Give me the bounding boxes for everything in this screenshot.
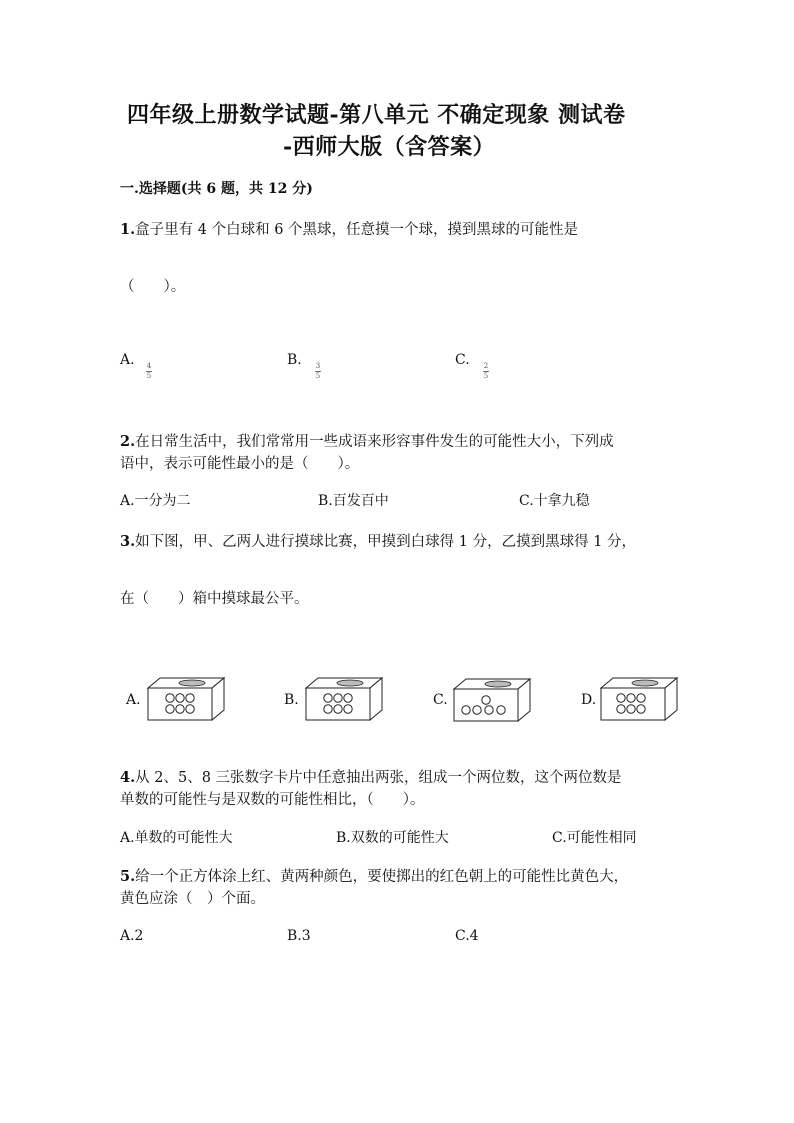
option-label: B. — [287, 352, 302, 368]
question-number: 4. — [120, 769, 136, 786]
option-label: B. — [284, 692, 299, 708]
box-opening — [485, 681, 511, 687]
fraction-numerator: 2 — [483, 362, 489, 370]
white-ball — [186, 705, 194, 713]
white-ball — [482, 696, 490, 704]
white-ball — [176, 694, 184, 702]
option-c[interactable]: C.4 — [455, 928, 479, 944]
option-label: C. — [433, 692, 448, 708]
box-front-face — [454, 689, 518, 721]
white-ball — [617, 705, 625, 713]
question-text — [120, 530, 636, 551]
option-c[interactable]: C.十拿九稳 — [519, 493, 590, 509]
question-line-1: 从 2、5、8 三张数字卡片中任意抽出两张，组成一个两位数，这个两位数是 — [135, 770, 622, 786]
question-number: 1. — [120, 221, 136, 238]
white-ball — [462, 706, 470, 714]
question-line-2: 在（ ）箱中摸球最公平。 — [120, 591, 309, 607]
box-front-face — [148, 688, 212, 720]
fraction — [315, 362, 321, 380]
white-ball — [617, 694, 625, 702]
fraction-denominator: 5 — [146, 372, 152, 380]
question-text — [120, 865, 628, 886]
section-heading: 一.选择题(共 6 题，共 12 分) — [120, 181, 313, 197]
question-line-2: （ ）。 — [120, 279, 186, 295]
box-opening — [179, 680, 205, 686]
question-line-1: 给一个正方体涂上红、黄两种颜色，要使掷出的红色朝上的可能性比黄色大， — [135, 869, 629, 885]
option-b[interactable]: B.3 — [287, 928, 311, 944]
question-line-2: 语中，表示可能性最小的是（ ）。 — [120, 456, 360, 472]
white-ball — [637, 694, 645, 702]
option-label: C. — [455, 352, 470, 368]
question-text — [120, 218, 578, 239]
white-ball — [334, 705, 342, 713]
ball-box-figure — [599, 676, 679, 722]
box-opening — [632, 680, 658, 686]
option-a[interactable]: A.一分为二 — [120, 493, 191, 509]
white-ball — [324, 694, 332, 702]
question-line-1: 在日常生活中，我们常常用一些成语来形容事件发生的可能性大小，下列成 — [135, 434, 614, 450]
white-ball — [166, 705, 174, 713]
white-ball — [627, 694, 635, 702]
white-ball — [324, 705, 332, 713]
option-a[interactable]: A.单数的可能性大 — [120, 830, 233, 846]
white-ball — [166, 694, 174, 702]
fraction-numerator: 3 — [315, 362, 321, 370]
white-ball — [497, 706, 505, 714]
ball-box-figure — [304, 676, 384, 722]
fraction-denominator: 5 — [315, 372, 321, 380]
white-ball — [344, 694, 352, 702]
box-front-face — [306, 688, 370, 720]
white-ball — [334, 694, 342, 702]
question-number: 5. — [120, 868, 136, 885]
ball-box-figure — [146, 676, 226, 722]
question-line-1: 如下图，甲、乙两人进行摸球比赛，甲摸到白球得 1 分，乙摸到黑球得 1 分， — [135, 534, 637, 550]
question-line-2: 单数的可能性与是双数的可能性相比，（ ）。 — [120, 792, 425, 808]
ball-box-figure — [452, 677, 532, 723]
white-ball — [186, 694, 194, 702]
option-b[interactable]: B.百发百中 — [318, 493, 389, 509]
white-ball — [473, 706, 481, 714]
question-text — [120, 766, 622, 787]
fraction-numerator: 4 — [146, 362, 152, 370]
fraction — [146, 362, 152, 380]
option-c[interactable]: C.可能性相同 — [552, 830, 637, 846]
option-b[interactable]: B.双数的可能性大 — [336, 830, 449, 846]
white-ball — [485, 706, 493, 714]
question-line-1: 盒子里有 4 个白球和 6 个黑球，任意摸一个球，摸到黑球的可能性是 — [135, 222, 579, 238]
option-label: A. — [126, 692, 141, 708]
question-number: 3. — [120, 533, 136, 550]
option-a[interactable]: A.2 — [120, 928, 144, 944]
page-title-line-2: -西师大版（含答案） — [283, 134, 496, 160]
white-ball — [344, 705, 352, 713]
question-text — [120, 430, 614, 451]
white-ball — [637, 705, 645, 713]
option-label: D. — [581, 692, 597, 708]
question-line-2: 黄色应涂（ ）个面。 — [120, 891, 265, 907]
option-label: A. — [120, 352, 135, 368]
white-ball — [176, 705, 184, 713]
fraction-denominator: 5 — [483, 372, 489, 380]
white-ball — [627, 705, 635, 713]
fraction — [483, 362, 489, 380]
box-front-face — [601, 688, 665, 720]
page-title-line-1: 四年级上册数学试题-第八单元 不确定现象 测试卷 — [127, 102, 626, 128]
question-number: 2. — [120, 433, 136, 450]
box-opening — [337, 680, 363, 686]
